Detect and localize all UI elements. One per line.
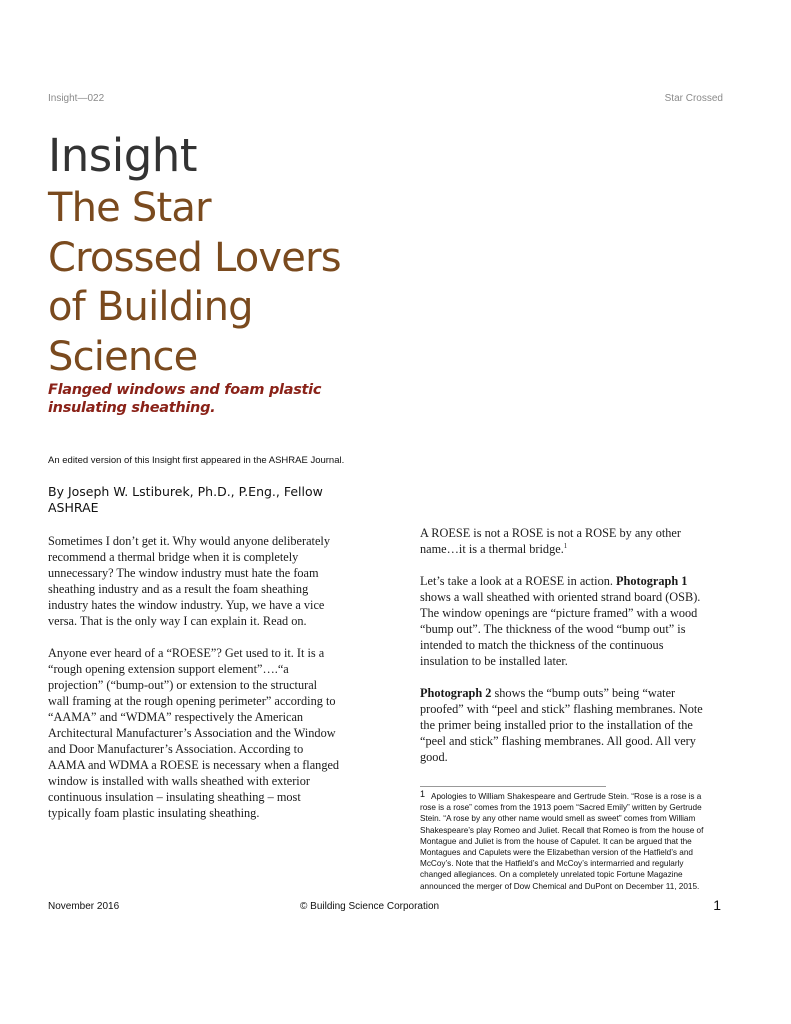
paragraph xyxy=(48,645,383,821)
photo-ref: Photograph 2 xyxy=(420,686,492,700)
footnote-ref: 1 xyxy=(563,541,568,550)
text-line: proofed” with “peel and stick” flashing membranes. Note xyxy=(420,702,703,716)
article-title-line: Science xyxy=(48,333,198,380)
byline-line: ASHRAE xyxy=(48,500,99,515)
paragraph xyxy=(420,525,755,557)
text-line: “bump out”. The thickness of the wood “bump out” is xyxy=(420,622,686,636)
text-run: name…it is a thermal bridge. xyxy=(420,542,564,556)
text-line: industry hates the window industry. Yup, we have a vice xyxy=(48,598,325,612)
article-title xyxy=(48,184,408,382)
footnote-line: Stein. “A rose by any other name would smell as sweet” comes from William xyxy=(420,814,696,824)
article-title-line: Crossed Lovers xyxy=(48,234,341,281)
footnote-line xyxy=(420,791,750,802)
footnote-line: Montagues and Capulets were the Elizabethan version of the Hatfield’s and xyxy=(420,848,693,858)
footnote-number: 1 xyxy=(420,789,426,799)
footnote xyxy=(420,791,750,892)
text-line: Anyone ever heard of a “ROESE”? Get used to it. It is a xyxy=(48,646,325,660)
text-line: Sometimes I don’t get it. Why would anyone deliberately xyxy=(48,534,330,548)
footnote-line: rose is a rose” comes from the 1913 poem “Sacred Emily” written by Gertrude xyxy=(420,803,702,813)
footnote-line: announced the merger of Dow Chemical and DuPont on December 11, 2015. xyxy=(420,881,700,891)
text-line: versa. That is the only way I can explain it. Read on. xyxy=(48,614,307,628)
text-line: AAMA and WDMA a ROESE is necessary when a flanged xyxy=(48,758,340,772)
footer-copyright: © Building Science Corporation xyxy=(300,901,440,912)
text-line: Architectural Manufacturer’s Association and the Window xyxy=(48,726,336,740)
text-line: projection” (“bump-out”) or extension to the structural xyxy=(48,678,318,692)
text-line: insulation to be installed later. xyxy=(420,654,568,668)
text-line: sheathing industry and as a result the foam sheathing xyxy=(48,582,309,596)
text-line: unnecessary? The window industry must hate the foam xyxy=(48,566,319,580)
paragraph xyxy=(48,533,383,629)
text-line: window is installed with walls sheathed with exterior xyxy=(48,774,310,788)
text-line: The window openings are “picture framed” with a wood xyxy=(420,606,698,620)
running-header-right: Star Crossed xyxy=(664,93,723,104)
footnote-line: Montague and Juliet is from the house of Capulet. It can be argued that the xyxy=(420,836,692,846)
footnote-line: changed allegiances. On a completely unrelated topic Fortune Magazine xyxy=(420,870,683,880)
photo-ref: Photograph 1 xyxy=(616,574,688,588)
text-run: Let’s take a look at a ROESE in action. xyxy=(420,574,617,588)
paragraph xyxy=(420,685,755,765)
running-header-left: Insight—022 xyxy=(48,93,105,104)
subtitle-line: Flanged windows and foam plastic xyxy=(48,382,322,398)
text-line: shows a wall sheathed with oriented strand board (OSB). xyxy=(420,590,701,604)
footnote-divider xyxy=(420,786,606,787)
text-line: wall framing at the rough opening perimeter” according to xyxy=(48,694,336,708)
text-line xyxy=(420,685,755,701)
text-line: and Door Manufacturer’s Association. According to xyxy=(48,742,304,756)
page-number: 1 xyxy=(713,897,721,913)
text-run: Apologies to William Shakespeare and Gertrude Stein. “Rose is a rose is a xyxy=(431,792,702,801)
text-line xyxy=(420,541,755,557)
footnote-line: McCoy’s. Note that the Hatfield’s and McCoy’s intermarried and regularly xyxy=(420,859,684,869)
right-column xyxy=(420,525,755,781)
left-column xyxy=(48,533,383,837)
text-line xyxy=(420,573,755,589)
series-title: Insight xyxy=(48,129,197,182)
text-line: “rough opening extension support element”….“a xyxy=(48,662,289,676)
footnote-line: Shakespeare’s play Romeo and Juliet. Recall that Romeo is from the house of xyxy=(420,825,704,835)
text-run: shows the “bump outs” being “water xyxy=(491,686,676,700)
byline-line: By Joseph W. Lstiburek, Ph.D., P.Eng., Fellow xyxy=(48,484,323,499)
article-title-line: of Building xyxy=(48,284,253,330)
text-line: intended to match the thickness of the continuous xyxy=(420,638,664,652)
text-line: “AAMA” and “WDMA” respectively the American xyxy=(48,710,304,724)
text-line: the primer being installed prior to the installation of the xyxy=(420,718,693,732)
text-line: “peel and stick” flashing membranes. All good. All very xyxy=(420,734,696,748)
text-line: typically foam plastic insulating sheathing. xyxy=(48,806,260,820)
article-subtitle xyxy=(48,381,348,417)
text-line: A ROESE is not a ROSE is not a ROSE by any other xyxy=(420,526,681,540)
subtitle-line: insulating sheathing. xyxy=(48,400,216,416)
article-title-line: The Star xyxy=(48,185,211,231)
paragraph xyxy=(420,573,755,669)
text-line: good. xyxy=(420,750,448,764)
text-line: recommend a thermal bridge when it is completely xyxy=(48,550,299,564)
edited-note: An edited version of this Insight first appeared in the ASHRAE Journal. xyxy=(48,455,345,466)
text-line: continuous insulation – insulating sheathing – most xyxy=(48,790,301,804)
byline xyxy=(48,484,348,516)
footer-date: November 2016 xyxy=(48,901,120,912)
